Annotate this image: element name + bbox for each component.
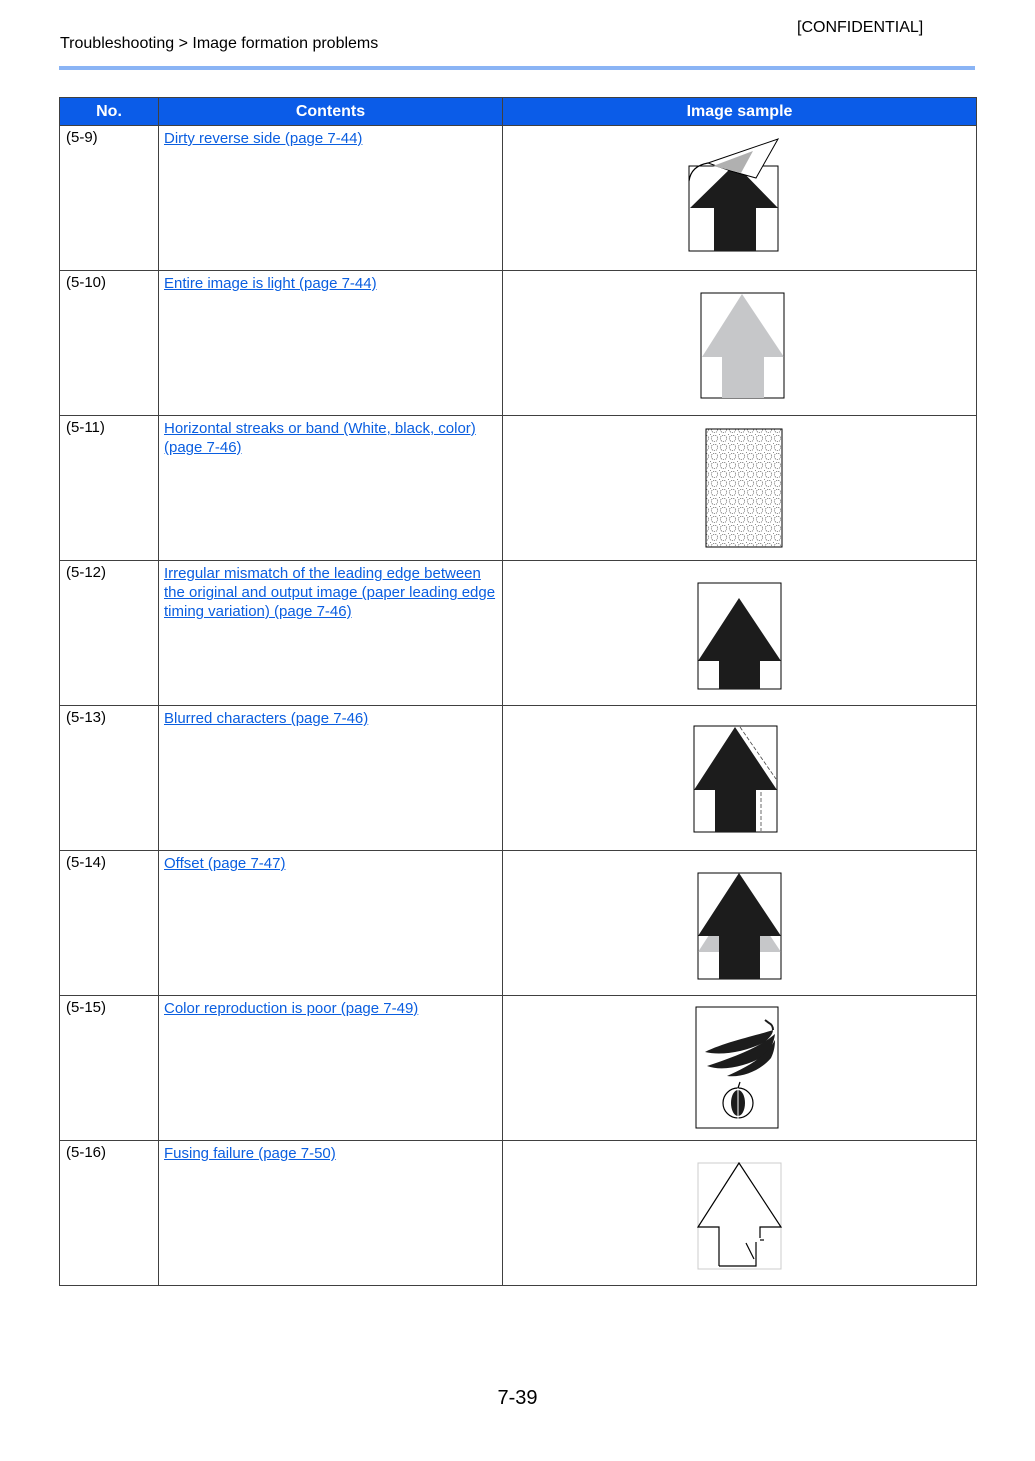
confidential-label: [CONFIDENTIAL] xyxy=(797,19,924,36)
dirty-reverse-side-sample-icon xyxy=(503,126,977,267)
row-number: (5-16) xyxy=(60,1141,159,1286)
image-sample-cell xyxy=(503,416,977,561)
row-contents xyxy=(159,271,503,416)
row-number: (5-15) xyxy=(60,996,159,1141)
column-header-image-sample: Image sample xyxy=(503,98,977,126)
column-header-no: No. xyxy=(60,98,159,126)
page-link[interactable]: Irregular mismatch of the leading edge between the original and output image (paper leading edge timing variation) (page 7-46) xyxy=(164,565,496,620)
row-contents xyxy=(159,996,503,1141)
table-row xyxy=(60,996,977,1141)
row-number: (5-14) xyxy=(60,851,159,996)
row-contents xyxy=(159,851,503,996)
column-header-contents: Contents xyxy=(159,98,503,126)
row-number: (5-9) xyxy=(60,126,159,271)
table-row xyxy=(60,126,977,271)
image-sample-cell xyxy=(503,271,977,416)
row-contents xyxy=(159,1141,503,1286)
image-sample-cell xyxy=(503,1141,977,1286)
page-link[interactable]: Horizontal streaks or band (White, black, color) (page 7-46) xyxy=(164,420,476,456)
row-number: (5-11) xyxy=(60,416,159,561)
row-number: (5-13) xyxy=(60,706,159,851)
page-link[interactable]: Entire image is light (page 7-44) xyxy=(164,275,377,292)
image-sample-cell xyxy=(503,561,977,706)
poor-color-reproduction-sample-icon xyxy=(503,996,977,1137)
page-number: 7-39 xyxy=(497,1387,538,1409)
page-link[interactable]: Offset (page 7-47) xyxy=(164,855,286,872)
row-contents xyxy=(159,561,503,706)
page-link[interactable]: Fusing failure (page 7-50) xyxy=(164,1145,336,1162)
blurred-characters-sample-icon xyxy=(503,706,977,847)
image-sample-cell xyxy=(503,996,977,1141)
table-row xyxy=(60,706,977,851)
image-sample-cell xyxy=(503,706,977,851)
table-row xyxy=(60,1141,977,1286)
table-header-row xyxy=(60,98,977,126)
page-link[interactable]: Blurred characters (page 7-46) xyxy=(164,710,369,727)
fusing-failure-sample-icon xyxy=(503,1141,977,1282)
table-row xyxy=(60,271,977,416)
table-row xyxy=(60,851,977,996)
row-number: (5-10) xyxy=(60,271,159,416)
row-number: (5-12) xyxy=(60,561,159,706)
row-contents xyxy=(159,416,503,561)
row-contents xyxy=(159,126,503,271)
page-link[interactable]: Dirty reverse side (page 7-44) xyxy=(164,130,363,147)
offset-sample-icon xyxy=(503,851,977,992)
image-sample-cell xyxy=(503,126,977,271)
horizontal-streaks-sample-icon xyxy=(503,416,977,557)
table-row xyxy=(60,416,977,561)
page-link[interactable]: Color reproduction is poor (page 7-49) xyxy=(164,1000,419,1017)
table-row xyxy=(60,561,977,706)
image-problems-table xyxy=(59,97,977,1286)
breadcrumb: Troubleshooting > Image formation problems xyxy=(60,35,379,52)
leading-edge-mismatch-sample-icon xyxy=(503,561,977,702)
row-contents xyxy=(159,706,503,851)
light-image-sample-icon xyxy=(503,271,977,412)
header-divider xyxy=(59,66,975,70)
image-sample-cell xyxy=(503,851,977,996)
